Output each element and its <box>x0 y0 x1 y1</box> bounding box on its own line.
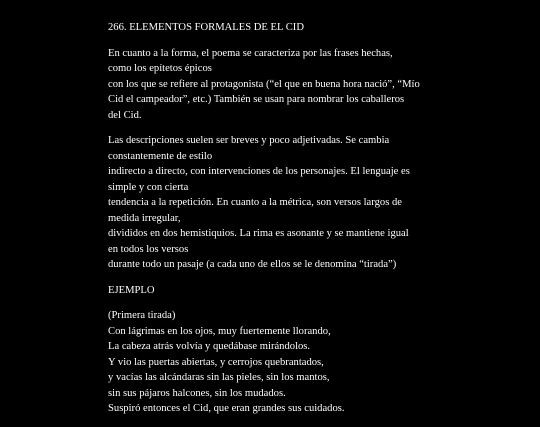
verse-line: Y vio las puertas abiertas, y cerrojos quebrantados, <box>108 356 324 368</box>
document-page <box>108 20 433 427</box>
text-line: divididos en dos hemistiquios. La rima es asonante y se mantiene igual <box>108 228 409 239</box>
text-line: durante todo un pasaje (a cada uno de ellos se le denomina “tirada”) <box>108 259 397 270</box>
text-line: medida irregular, <box>108 212 181 224</box>
text-line: Cid el campeador”, etc.) También se usan para nombrar los caballeros <box>108 94 405 105</box>
verse-line: (Primera tirada) <box>108 310 176 321</box>
verse-line: Con lágrimas en los ojos, muy fuertemente llorando, <box>108 325 331 337</box>
text-line: constantemente de estilo <box>108 150 213 162</box>
text-line: tendencia a la repetición. En cuanto a la métrica, son versos largos de <box>108 197 402 208</box>
paragraph-formal-elements <box>108 46 433 124</box>
paragraph-descriptions <box>108 133 433 273</box>
text-line: En cuanto a la forma, el poema se caracteriza por las frases hechas, <box>108 47 393 59</box>
text-line: Las descripciones suelen ser breves y poco adjetivadas. Se cambia <box>108 135 390 146</box>
example-heading: EJEMPLO <box>108 284 155 296</box>
verse-line: y vacías las alcándaras sin las pieles, sin los mantos, <box>108 372 330 383</box>
verse-line: Suspiró entonces el Cid, que eran grandes sus cuidados. <box>108 403 345 414</box>
text-line: como los epítetos épicos <box>108 63 212 74</box>
verse-example <box>108 308 433 417</box>
text-line: del Cid. <box>108 109 142 121</box>
text-line: en todos los versos <box>108 243 189 255</box>
text-line: con los que se refiere al protagonista (“el que en buena hora nació”, “Mío <box>108 78 420 90</box>
text-line: simple y con cierta <box>108 181 189 193</box>
verse-line: sin sus pájaros halcones, sin los mudados. <box>108 387 286 399</box>
text-line: indirecto a directo, con intervenciones de los personajes. El lenguaje es <box>108 166 410 177</box>
section-title: 266. ELEMENTOS FORMALES DE EL CID <box>108 22 304 33</box>
verse-line: La cabeza atrás volvía y quedábase mirándolos. <box>108 341 311 352</box>
